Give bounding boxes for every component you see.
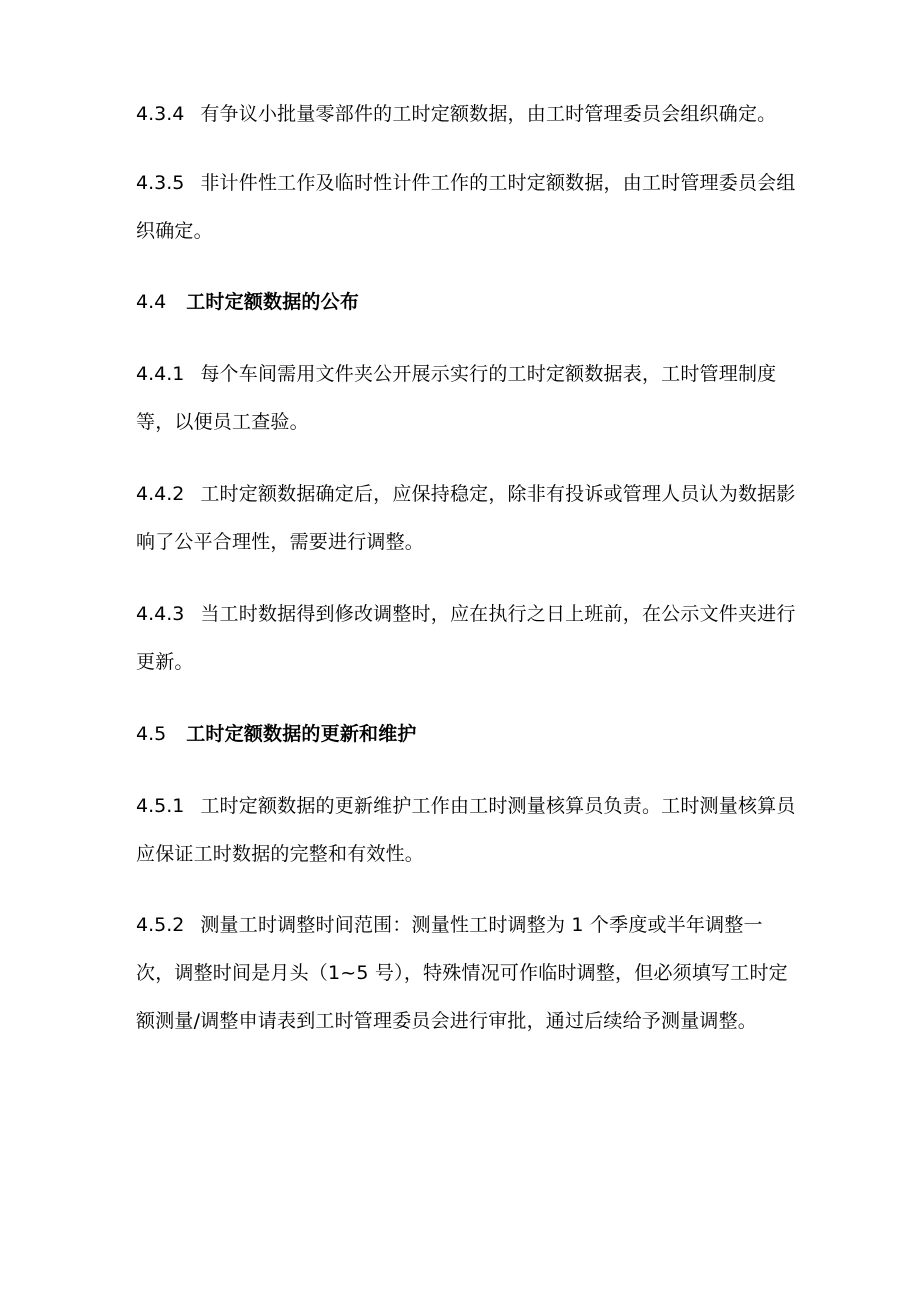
heading-4-5 — [136, 710, 796, 758]
section-number: 4.3.4 — [136, 103, 185, 125]
section-number: 4.5.1 — [136, 795, 185, 817]
paragraph-4-4-3 — [136, 590, 796, 686]
section-number: 4.4.1 — [136, 363, 185, 385]
paragraph-text: 每个车间需用文件夹公开展示实行的工时定额数据表，工时管理制度等，以便员工查验。 — [136, 363, 777, 433]
paragraph-4-4-1 — [136, 350, 796, 446]
section-number: 4.3.5 — [136, 172, 185, 194]
paragraph-4-5-1 — [136, 782, 796, 878]
section-number: 4.4 — [136, 291, 167, 313]
heading-text: 工时定额数据的更新和维护 — [186, 723, 417, 745]
paragraph-text: 非计件性工作及临时性计件工作的工时定额数据，由工时管理委员会组织确定。 — [136, 172, 796, 242]
paragraph-4-3-4 — [136, 90, 796, 138]
section-number: 4.4.3 — [136, 603, 185, 625]
heading-text: 工时定额数据的公布 — [186, 291, 360, 313]
paragraph-4-3-5 — [136, 159, 796, 255]
section-number: 4.5 — [136, 723, 167, 745]
paragraph-text: 测量工时调整时间范围：测量性工时调整为 1 个季度或半年调整一次，调整时间是月头（1~5 号），特殊情况可作临时调整，但必须填写工时定额测量/调整申请表到工时管理委员会进行审批，通过后续给予测量调整。 — [136, 914, 788, 1032]
paragraph-text: 工时定额数据确定后，应保持稳定，除非有投诉或管理人员认为数据影响了公平合理性，需要进行调整。 — [136, 483, 796, 553]
section-number: 4.5.2 — [136, 914, 185, 936]
paragraph-4-4-2 — [136, 470, 796, 566]
paragraph-text: 当工时数据得到修改调整时，应在执行之日上班前，在公示文件夹进行更新。 — [136, 603, 796, 673]
paragraph-text: 有争议小批量零部件的工时定额数据，由工时管理委员会组织确定。 — [200, 103, 777, 125]
paragraph-4-5-2 — [136, 901, 796, 1045]
section-number: 4.4.2 — [136, 483, 185, 505]
paragraph-text: 工时定额数据的更新维护工作由工时测量核算员负责。工时测量核算员应保证工时数据的完整和有效性。 — [136, 795, 796, 865]
heading-4-4 — [136, 278, 796, 326]
